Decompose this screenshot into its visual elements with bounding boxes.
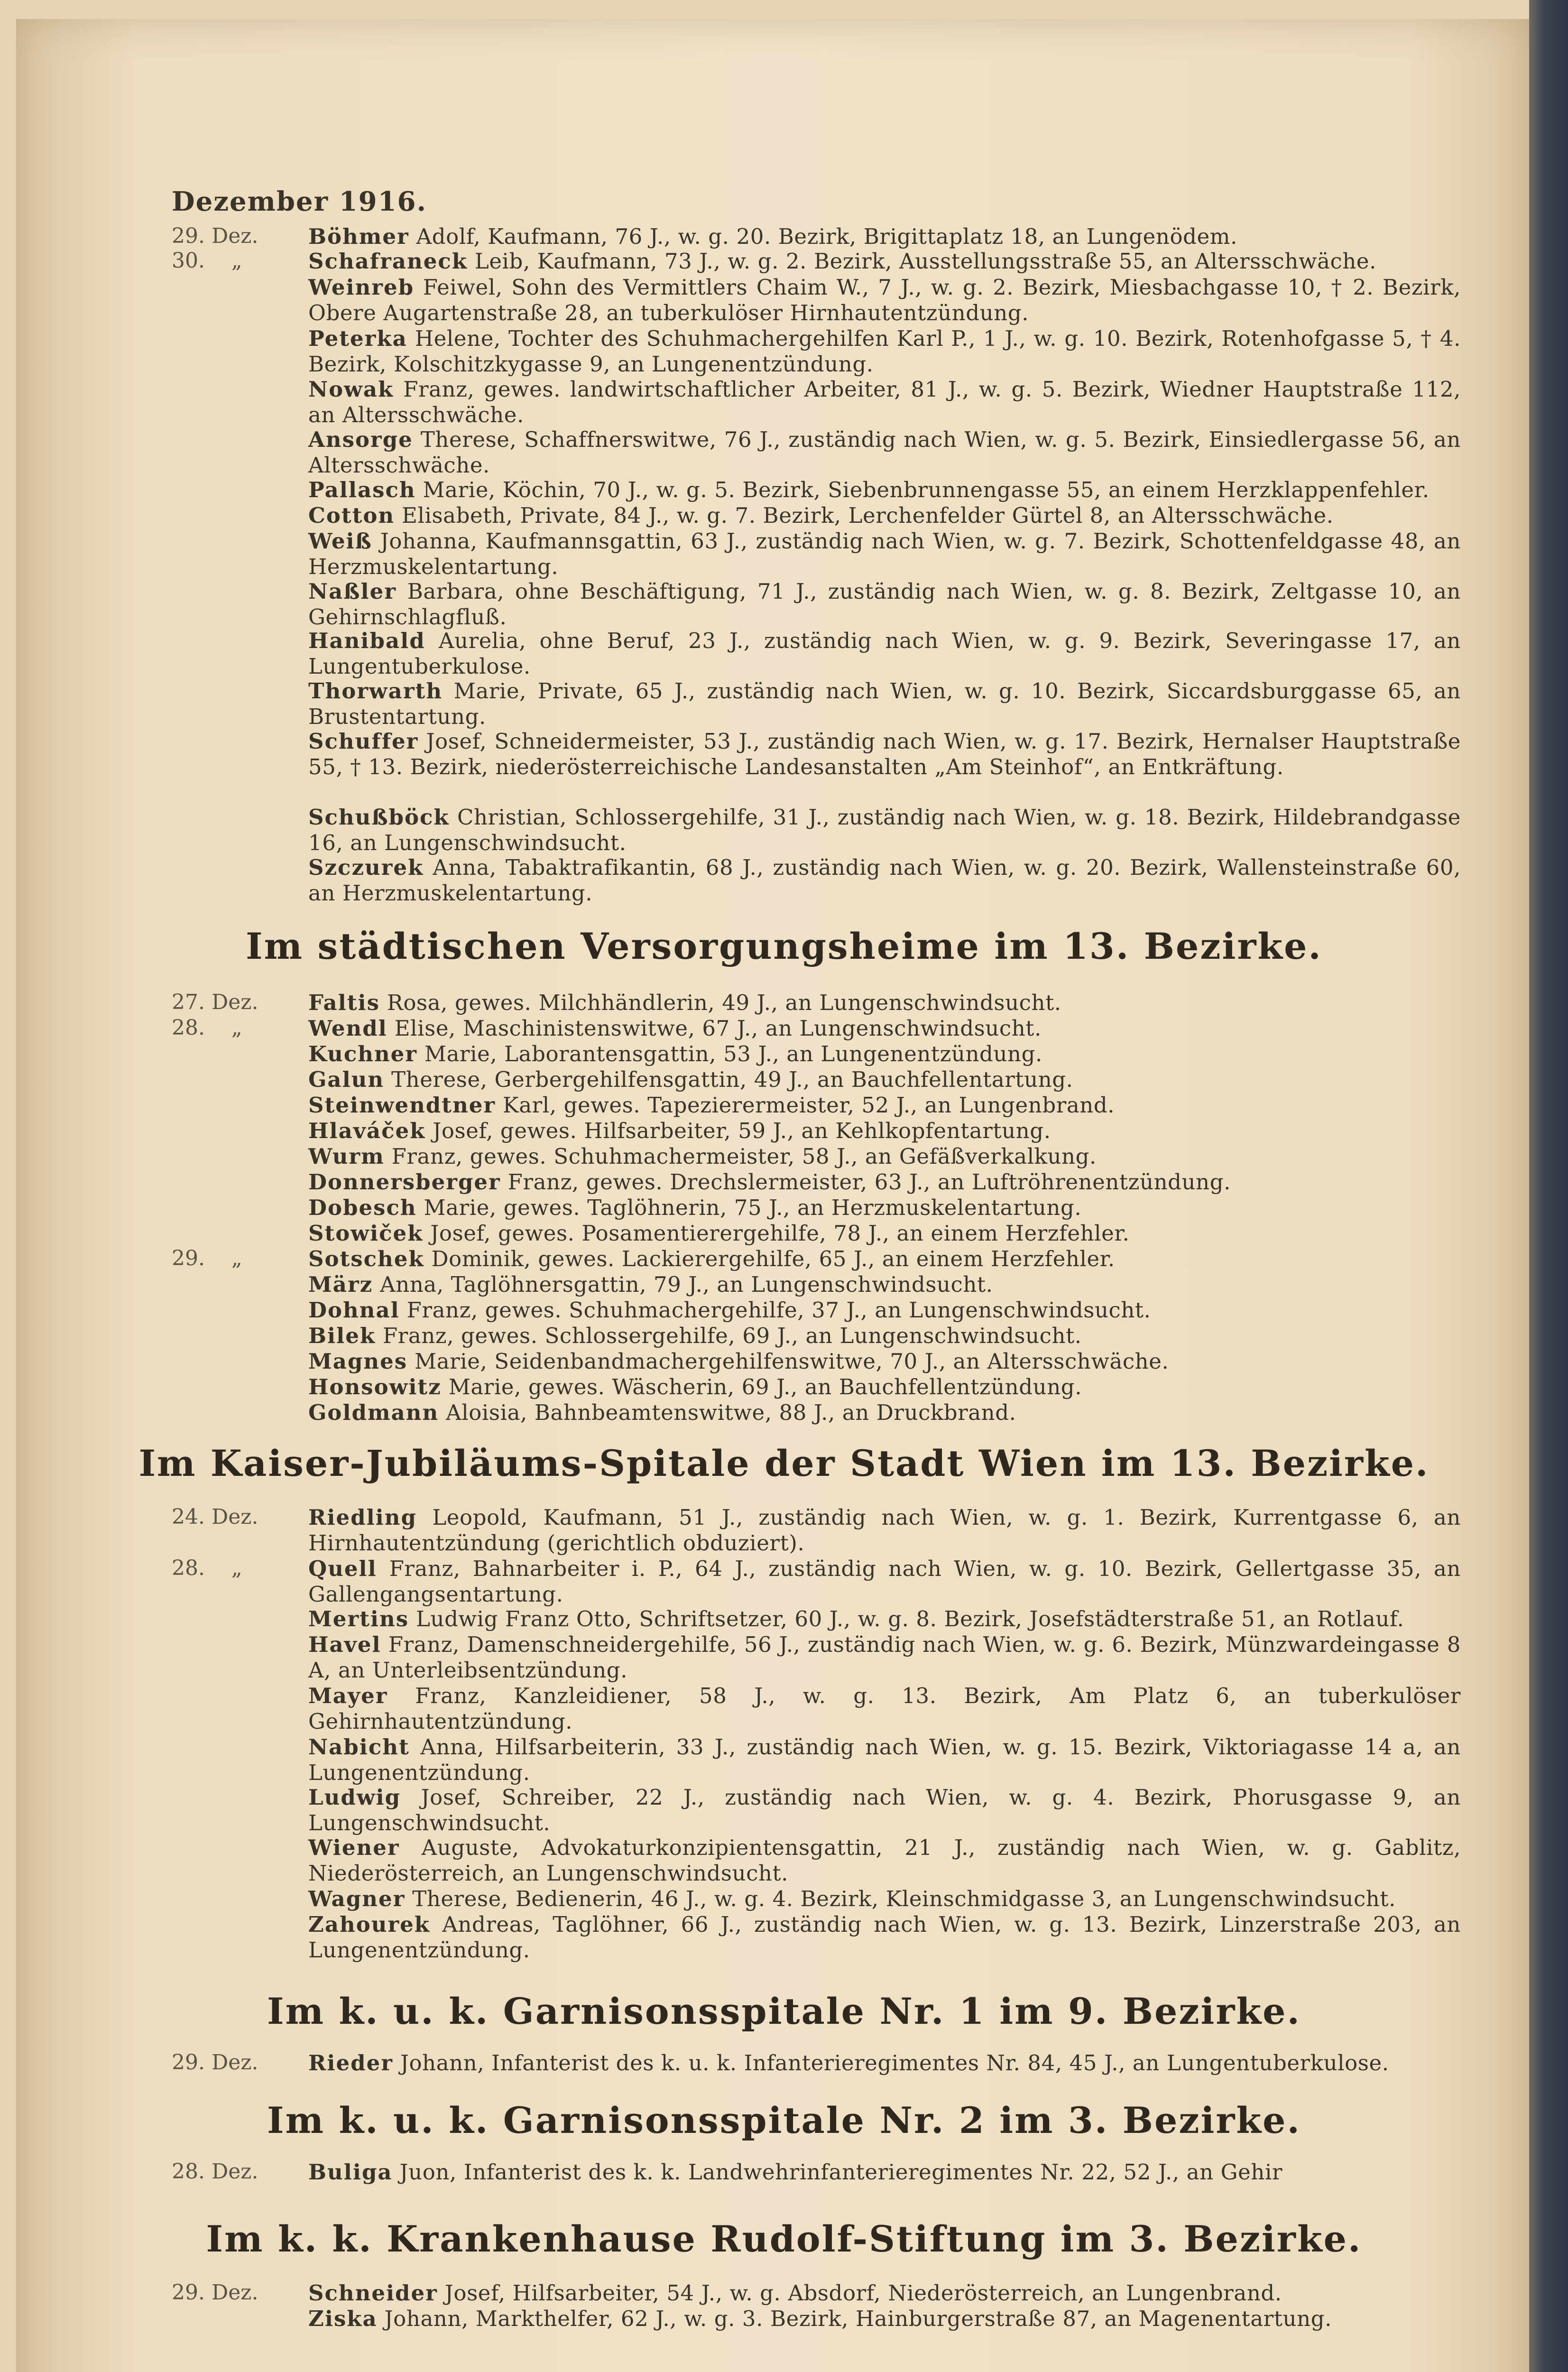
entry-text: Anna, Tabaktrafikantin, 68 J., zuständig nach Wien, w. g. 20. Bezirk, Wallensteinstraße 60, an Herzmuskelentartung. <box>308 855 1461 906</box>
entry-text: Josef, Schneidermeister, 53 J., zuständig nach Wien, w. g. 17. Bezirk, Hernalser Hauptstraße 55, † 13. Bezirk, niederösterreichische Landesanstalten „Am Steinhof“, an Entkräftung. <box>308 729 1461 779</box>
entry-name: Schußböck <box>308 805 450 830</box>
entry-name: Szczurek <box>308 855 424 880</box>
entry-text: Franz, gewes. Schuhmachergehilfe, 37 J., an Lungenschwindsucht. <box>406 1297 1151 1323</box>
entry-date: 29. Dez. <box>172 2280 258 2305</box>
entry-name: Hanibald <box>308 628 425 653</box>
entry-date: 28. „ <box>172 1556 242 1580</box>
entry-name: Wendl <box>308 1016 387 1041</box>
section-heading: Im k. k. Krankenhause Rudolf-Stiftung im 3. Bezirke. <box>206 2218 1362 2260</box>
entry-text: Therese, Gerbergehilfensgattin, 49 J., an Bauchfellentartung. <box>391 1067 1073 1092</box>
entry-text: Rosa, gewes. Milchhändlerin, 49 J., an Lungenschwindsucht. <box>387 990 1061 1015</box>
entry-text: Johanna, Kaufmannsgattin, 63 J., zuständig nach Wien, w. g. 7. Bezirk, Schottenfeldgasse 48, an Herzmuskelentartung. <box>308 528 1461 579</box>
entry-name: Weinreb <box>308 275 415 300</box>
entry-text: Andreas, Taglöhner, 66 J., zuständig nach Wien, w. g. 13. Bezirk, Linzerstraße 203, an Lungenentzündung. <box>308 1912 1461 1963</box>
entry-name: Ludwig <box>308 1785 401 1810</box>
entry-name: Nowak <box>308 377 394 402</box>
entry-text: Marie, Laborantensgattin, 53 J., an Lungenentzündung. <box>424 1041 1042 1066</box>
entry-name: Schuffer <box>308 729 419 754</box>
entry-date: 24. Dez. <box>172 1505 258 1529</box>
entry-text: Marie, Seidenbandmachergehilfenswitwe, 70 J., an Altersschwäche. <box>415 1349 1169 1374</box>
entry-text: Franz, Kanzleidiener, 58 J., w. g. 13. Bezirk, Am Platz 6, an tuberkulöser Gehirnhautentzündung. <box>308 1683 1461 1734</box>
entry-text: Elise, Maschinistenswitwe, 67 J., an Lungenschwindsucht. <box>394 1016 1042 1041</box>
entry-name: Peterka <box>308 326 407 351</box>
section-heading: Im k. u. k. Garnisonsspitale Nr. 1 im 9. Bezirke. <box>267 1990 1301 2032</box>
entry-text: Therese, Schaffnerswitwe, 76 J., zuständig nach Wien, w. g. 5. Bezirk, Einsiedlergasse 56, an Altersschwäche. <box>308 427 1461 478</box>
entry-name: Nabicht <box>308 1734 410 1760</box>
entry-name: Pallasch <box>308 477 416 502</box>
entry-name: Wiener <box>308 1835 400 1860</box>
entry-date: 28. „ <box>172 1016 242 1040</box>
entry-text: Franz, Damenschneidergehilfe, 56 J., zuständig nach Wien, w. g. 6. Bezirk, Münzwardeingasse 8 A, an Unterleibsentzündung. <box>308 1632 1461 1683</box>
entry-date: 30. „ <box>172 249 242 273</box>
entry-name: Thorwarth <box>308 678 443 704</box>
month-heading: Dezember 1916. <box>172 186 427 217</box>
entry-name: Quell <box>308 1556 377 1581</box>
entry-text: Josef, Schreiber, 22 J., zuständig nach Wien, w. g. 4. Bezirk, Phorusgasse 9, an Lungenschwindsucht. <box>308 1785 1461 1835</box>
entry-text: Leib, Kaufmann, 73 J., w. g. 2. Bezirk, Ausstellungsstraße 55, an Altersschwäche. <box>474 249 1377 274</box>
section-heading: Im Kaiser-Jubiläums-Spitale der Stadt Wien im 13. Bezirke. <box>138 1442 1430 1484</box>
entry-text: Franz, gewes. Schuhmachermeister, 58 J., an Gefäßverkalkung. <box>391 1144 1097 1169</box>
entry-text: Franz, Bahnarbeiter i. P., 64 J., zuständig nach Wien, w. g. 10. Bezirk, Gellertgasse 35, an Gallengangsentartung. <box>308 1556 1461 1607</box>
entry-name: Sotschek <box>308 1246 424 1271</box>
entry-name: Goldmann <box>308 1400 439 1425</box>
entry-name: Wagner <box>308 1886 406 1911</box>
entry-text: Franz, gewes. Drechslermeister, 63 J., an Luftröhrenentzündung. <box>507 1169 1231 1195</box>
entry-text: Franz, gewes. landwirtschaftlicher Arbeiter, 81 J., w. g. 5. Bezirk, Wiedner Hauptstraße 112, an Altersschwäche. <box>308 377 1461 427</box>
entry-name: Ansorge <box>308 427 413 452</box>
section-heading: Im k. u. k. Garnisonsspitale Nr. 2 im 3. Bezirke. <box>267 2099 1301 2141</box>
entry-text: Anna, Taglöhnersgattin, 79 J., an Lungenschwindsucht. <box>380 1272 993 1297</box>
entry-date: 29. Dez. <box>172 224 258 248</box>
entry-text: Anna, Hilfsarbeiterin, 33 J., zuständig nach Wien, w. g. 15. Bezirk, Viktoriagasse 14 a, an Lungenentzündung. <box>308 1734 1461 1785</box>
entry-name: Mayer <box>308 1683 388 1708</box>
entry-text: Aurelia, ohne Beruf, 23 J., zuständig nach Wien, w. g. 9. Bezirk, Severingasse 17, an Lungentuberkulose. <box>308 628 1461 679</box>
entry-text: Leopold, Kaufmann, 51 J., zuständig nach Wien, w. g. 1. Bezirk, Kurrentgasse 6, an Hirnhautentzündung (gerichtlich obduziert). <box>308 1505 1461 1556</box>
entry-name: Honsowitz <box>308 1374 442 1399</box>
entry-name: Stowiček <box>308 1221 424 1246</box>
entry-text: Johann, Markthelfer, 62 J., w. g. 3. Bezirk, Hainburgerstraße 87, an Magenentartung. <box>384 2306 1332 2331</box>
entry-text: Dominik, gewes. Lackierergehilfe, 65 J., an einem Herzfehler. <box>431 1246 1115 1271</box>
entry-date: 29. „ <box>172 1246 242 1270</box>
entry-date: 27. Dez. <box>172 990 258 1014</box>
entry-name: Riedling <box>308 1505 417 1530</box>
entry-text: Josef, Hilfsarbeiter, 54 J., w. g. Absdorf, Niederösterreich, an Lungenbrand. <box>444 2280 1282 2306</box>
entry-name: Schafraneck <box>308 249 468 274</box>
entry-text: Feiwel, Sohn des Vermittlers Chaim W., 7 J., w. g. 2. Bezirk, Miesbachgasse 10, † 2. Bezirk, Obere Augartenstraße 28, an tuberkulöser Hirnhautentzündung. <box>308 275 1461 325</box>
entry-text: Ludwig Franz Otto, Schriftsetzer, 60 J., w. g. 8. Bezirk, Josefstädterstraße 51, an Rotlauf. <box>416 1606 1404 1631</box>
entry-text: Adolf, Kaufmann, 76 J., w. g. 20. Bezirk, Brigittaplatz 18, an Lungenödem. <box>416 224 1237 249</box>
entry-date: 28. Dez. <box>172 2159 258 2184</box>
entry-name: Hlaváček <box>308 1118 426 1143</box>
entry-text: Juon, Infanterist des k. k. Landwehrinfanterieregimentes Nr. 22, 52 J., an Gehir <box>399 2159 1283 2185</box>
entry-name: Ziska <box>308 2306 378 2331</box>
entry-text: Christian, Schlossergehilfe, 31 J., zuständig nach Wien, w. g. 18. Bezirk, Hildebrandgasse 16, an Lungenschwindsucht. <box>308 805 1461 855</box>
entry-name: Dobesch <box>308 1195 417 1220</box>
entry-text: Johann, Infanterist des k. u. k. Infanterieregimentes Nr. 84, 45 J., an Lungentuberkulose. <box>400 2050 1389 2076</box>
entry-name: Donnersberger <box>308 1169 501 1195</box>
entry-text: Barbara, ohne Beschäftigung, 71 J., zuständig nach Wien, w. g. 8. Bezirk, Zeltgasse 10, an Gehirnschlagfluß. <box>308 579 1461 630</box>
entry-name: Faltis <box>308 990 380 1015</box>
entry-text: Josef, gewes. Posamentierergehilfe, 78 J., an einem Herzfehler. <box>430 1221 1130 1246</box>
entry-text: Franz, gewes. Schlossergehilfe, 69 J., an Lungenschwindsucht. <box>382 1323 1082 1348</box>
entry-name: Kuchner <box>308 1041 418 1066</box>
entry-text: Marie, Private, 65 J., zuständig nach Wien, w. g. 10. Bezirk, Siccardsburggasse 65, an Brustentartung. <box>308 678 1461 729</box>
section-heading: Im städtischen Versorgungsheime im 13. Bezirke. <box>246 925 1322 967</box>
entry-name: Mertins <box>308 1606 409 1631</box>
entry-name: Weiß <box>308 528 372 554</box>
entry-name: März <box>308 1272 373 1297</box>
entry-name: Steinwendtner <box>308 1093 496 1118</box>
entry-text: Josef, gewes. Hilfsarbeiter, 59 J., an Kehlkopfentartung. <box>433 1118 1051 1143</box>
entry-name: Wurm <box>308 1144 385 1169</box>
entry-text: Elisabeth, Private, 84 J., w. g. 7. Bezirk, Lerchenfelder Gürtel 8, an Altersschwäche. <box>402 503 1334 528</box>
entry-text: Auguste, Advokaturkonzipientensgattin, 21 J., zuständig nach Wien, w. g. Gablitz, Niederösterreich, an Lungenschwindsucht. <box>308 1835 1461 1886</box>
entry-text: Aloisia, Bahnbeamtenswitwe, 88 J., an Druckbrand. <box>446 1400 1016 1425</box>
entry-date: 29. Dez. <box>172 2050 258 2075</box>
entry-name: Rieder <box>308 2050 393 2076</box>
entry-text: Karl, gewes. Tapezierermeister, 52 J., an Lungenbrand. <box>503 1093 1115 1118</box>
entry-text: Marie, gewes. Wäscherin, 69 J., an Bauchfellentzündung. <box>448 1374 1082 1399</box>
entry-name: Dohnal <box>308 1297 400 1323</box>
entry-name: Cotton <box>308 503 395 528</box>
entry-name: Magnes <box>308 1349 408 1374</box>
entry-name: Buliga <box>308 2159 393 2185</box>
entry-name: Zahourek <box>308 1912 430 1937</box>
entry-name: Bilek <box>308 1323 376 1348</box>
entry-text: Marie, gewes. Taglöhnerin, 75 J., an Herzmuskelentartung. <box>424 1195 1082 1220</box>
entry-name: Galun <box>308 1067 385 1092</box>
entry-name: Naßler <box>308 579 397 604</box>
entry-name: Schneider <box>308 2280 438 2306</box>
entry-name: Havel <box>308 1632 381 1657</box>
entry-text: Marie, Köchin, 70 J., w. g. 5. Bezirk, Siebenbrunnengasse 55, an einem Herzklappenfehler. <box>423 477 1430 502</box>
entry-text: Therese, Bedienerin, 46 J., w. g. 4. Bezirk, Kleinschmidgasse 3, an Lungenschwindsucht. <box>412 1886 1396 1911</box>
entry-text: Helene, Tochter des Schuhmachergehilfen Karl P., 1 J., w. g. 10. Bezirk, Rotenhofgasse 5, † 4. Bezirk, Kolschitzkygasse 9, an Lungenentzündung. <box>308 326 1461 377</box>
entry-name: Böhmer <box>308 224 409 249</box>
